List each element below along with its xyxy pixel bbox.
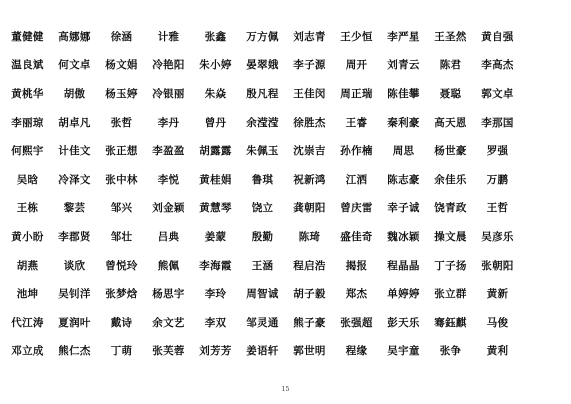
name-cell: 周正瑞 xyxy=(340,87,373,100)
name-cell: 周开 xyxy=(345,59,368,72)
name-cell: 黄桂娟 xyxy=(199,173,232,186)
name-cell: 陈琦 xyxy=(298,230,321,243)
name-cell: 张芙蓉 xyxy=(152,345,185,358)
name-cell: 温良斌 xyxy=(11,59,44,72)
name-cell: 单婷婷 xyxy=(387,288,420,301)
name-cell: 张哲 xyxy=(110,116,133,129)
name-cell: 丁子扬 xyxy=(434,259,467,272)
name-cell: 夏润叶 xyxy=(58,316,91,329)
name-cell: 李子源 xyxy=(293,59,326,72)
name-cell: 张梦焓 xyxy=(105,288,138,301)
name-cell: 朱佩玉 xyxy=(246,145,279,158)
name-cell: 胡卓凡 xyxy=(58,116,91,129)
name-cell: 熊子豪 xyxy=(293,316,326,329)
name-cell: 沈崇吉 xyxy=(293,145,326,158)
name-cell: 黄桃华 xyxy=(11,87,44,100)
name-row xyxy=(4,51,568,80)
name-cell: 刘志青 xyxy=(293,30,326,43)
name-cell: 幸子诚 xyxy=(387,202,420,215)
name-row xyxy=(4,79,568,108)
name-cell: 鲁琪 xyxy=(251,173,274,186)
name-cell: 张中林 xyxy=(105,173,138,186)
name-cell: 程启浩 xyxy=(293,259,326,272)
name-row xyxy=(4,108,568,137)
name-cell: 张争 xyxy=(439,345,462,358)
name-cell: 徐涵 xyxy=(110,30,133,43)
name-cell: 余滢滢 xyxy=(246,116,279,129)
name-cell: 王哲 xyxy=(486,202,509,215)
name-cell: 计雅 xyxy=(157,30,180,43)
name-cell: 戴诗 xyxy=(110,316,133,329)
name-cell: 饶青政 xyxy=(434,202,467,215)
name-cell: 谈欣 xyxy=(63,259,86,272)
name-cell: 熊佩 xyxy=(157,259,180,272)
name-cell: 张朝阳 xyxy=(481,259,514,272)
name-cell: 邹灵通 xyxy=(246,316,279,329)
name-cell: 黄新 xyxy=(486,288,509,301)
name-cell: 盛佳奇 xyxy=(340,230,373,243)
name-cell: 何熙宇 xyxy=(11,145,44,158)
name-cell: 王少恒 xyxy=(340,30,373,43)
name-cell: 张强超 xyxy=(340,316,373,329)
name-cell: 王栋 xyxy=(16,202,39,215)
name-cell: 张正想 xyxy=(105,145,138,158)
name-cell: 揭报 xyxy=(345,259,368,272)
name-cell: 何文卓 xyxy=(58,59,91,72)
name-cell: 吴宇童 xyxy=(387,345,420,358)
name-cell: 冷泽文 xyxy=(58,173,91,186)
name-cell: 殷凡程 xyxy=(246,87,279,100)
name-cell: 曾丹 xyxy=(204,116,227,129)
name-roster-grid xyxy=(4,22,568,365)
name-cell: 王圣然 xyxy=(434,30,467,43)
name-cell: 李海霞 xyxy=(199,259,232,272)
name-cell: 操文晨 xyxy=(434,230,467,243)
name-cell: 罗强 xyxy=(486,145,509,158)
name-cell: 彭天乐 xyxy=(387,316,420,329)
name-cell: 周智诚 xyxy=(246,288,279,301)
name-cell: 王睿 xyxy=(345,116,368,129)
name-cell: 李悦 xyxy=(157,173,180,186)
name-cell: 吕典 xyxy=(157,230,180,243)
name-cell: 胡露露 xyxy=(199,145,232,158)
name-cell: 曾悦玲 xyxy=(105,259,138,272)
name-cell: 李盈盈 xyxy=(152,145,185,158)
name-row xyxy=(4,194,568,223)
name-cell: 朱小婷 xyxy=(199,59,232,72)
name-cell: 刘金颖 xyxy=(152,202,185,215)
name-cell: 吴彦乐 xyxy=(481,230,514,243)
name-cell: 代江涛 xyxy=(11,316,44,329)
name-cell: 胡子毅 xyxy=(293,288,326,301)
name-cell: 陈君 xyxy=(439,59,462,72)
name-cell: 黄慧琴 xyxy=(199,202,232,215)
name-cell: 李严星 xyxy=(387,30,420,43)
name-cell: 余文艺 xyxy=(152,316,185,329)
name-cell: 魏冰颖 xyxy=(387,230,420,243)
name-cell: 祝新鸿 xyxy=(293,173,326,186)
name-cell: 饶立 xyxy=(251,202,274,215)
name-cell: 姜蒙 xyxy=(204,230,227,243)
name-cell: 黄自强 xyxy=(481,30,514,43)
name-cell: 丁萌 xyxy=(110,345,133,358)
name-cell: 邓立成 xyxy=(11,345,44,358)
name-cell: 朱焱 xyxy=(204,87,227,100)
name-cell: 姜语轩 xyxy=(246,345,279,358)
name-cell: 吴钊洋 xyxy=(58,288,91,301)
name-cell: 万鹏 xyxy=(486,173,509,186)
name-cell: 骞鈺麒 xyxy=(434,316,467,329)
name-cell: 万方佩 xyxy=(246,30,279,43)
page-number: 15 xyxy=(281,386,290,393)
name-row xyxy=(4,22,568,51)
name-row xyxy=(4,251,568,280)
name-cell: 江洒 xyxy=(345,173,368,186)
name-row xyxy=(4,337,568,366)
name-cell: 李郡贤 xyxy=(58,230,91,243)
name-cell: 郭文卓 xyxy=(481,87,514,100)
name-cell: 郭世明 xyxy=(293,345,326,358)
name-cell: 徐胜杰 xyxy=(293,116,326,129)
name-cell: 胡燕 xyxy=(16,259,39,272)
name-cell: 马俊 xyxy=(486,316,509,329)
name-cell: 杨玉婷 xyxy=(105,87,138,100)
name-cell: 李丽琼 xyxy=(11,116,44,129)
name-cell: 殷勤 xyxy=(251,230,274,243)
name-cell: 熊仁杰 xyxy=(58,345,91,358)
name-cell: 王涵 xyxy=(251,259,274,272)
name-cell: 冷艳阳 xyxy=(152,59,185,72)
name-cell: 李高杰 xyxy=(481,59,514,72)
name-cell: 李丹 xyxy=(157,116,180,129)
name-cell: 计佳文 xyxy=(58,145,91,158)
name-cell: 胡傲 xyxy=(63,87,86,100)
name-cell: 杨世豪 xyxy=(434,145,467,158)
name-cell: 池坤 xyxy=(16,288,39,301)
name-cell: 黄小盼 xyxy=(11,230,44,243)
name-cell: 秦利豪 xyxy=(387,116,420,129)
name-cell: 孙作楠 xyxy=(340,145,373,158)
name-cell: 曾庆雷 xyxy=(340,202,373,215)
name-cell: 冷银丽 xyxy=(152,87,185,100)
name-cell: 刘青云 xyxy=(387,59,420,72)
name-cell: 刘芳芳 xyxy=(199,345,232,358)
name-cell: 李双 xyxy=(204,316,227,329)
name-cell: 张立群 xyxy=(434,288,467,301)
name-cell: 程缘 xyxy=(345,345,368,358)
name-cell: 郑杰 xyxy=(345,288,368,301)
name-cell: 杨思宇 xyxy=(152,288,185,301)
name-cell: 高天恩 xyxy=(434,116,467,129)
name-row xyxy=(4,279,568,308)
name-cell: 聂聪 xyxy=(439,87,462,100)
name-cell: 邹兴 xyxy=(110,202,133,215)
name-cell: 董健健 xyxy=(11,30,44,43)
name-row xyxy=(4,222,568,251)
name-cell: 王佳闵 xyxy=(293,87,326,100)
name-cell: 李那国 xyxy=(481,116,514,129)
name-cell: 陈志豪 xyxy=(387,173,420,186)
name-cell: 余佳乐 xyxy=(434,173,467,186)
name-cell: 杨文娟 xyxy=(105,59,138,72)
name-cell: 陈佳攀 xyxy=(387,87,420,100)
name-row xyxy=(4,136,568,165)
name-cell: 张鑫 xyxy=(204,30,227,43)
name-row xyxy=(4,308,568,337)
name-cell: 邹壮 xyxy=(110,230,133,243)
name-cell: 晏翠娥 xyxy=(246,59,279,72)
name-row xyxy=(4,165,568,194)
name-cell: 周思 xyxy=(392,145,415,158)
name-cell: 黄利 xyxy=(486,345,509,358)
name-cell: 吴晗 xyxy=(16,173,39,186)
name-cell: 黎芸 xyxy=(63,202,86,215)
name-cell: 龚朝阳 xyxy=(293,202,326,215)
name-cell: 程晶晶 xyxy=(387,259,420,272)
name-cell: 高娜娜 xyxy=(58,30,91,43)
name-cell: 李玲 xyxy=(204,288,227,301)
